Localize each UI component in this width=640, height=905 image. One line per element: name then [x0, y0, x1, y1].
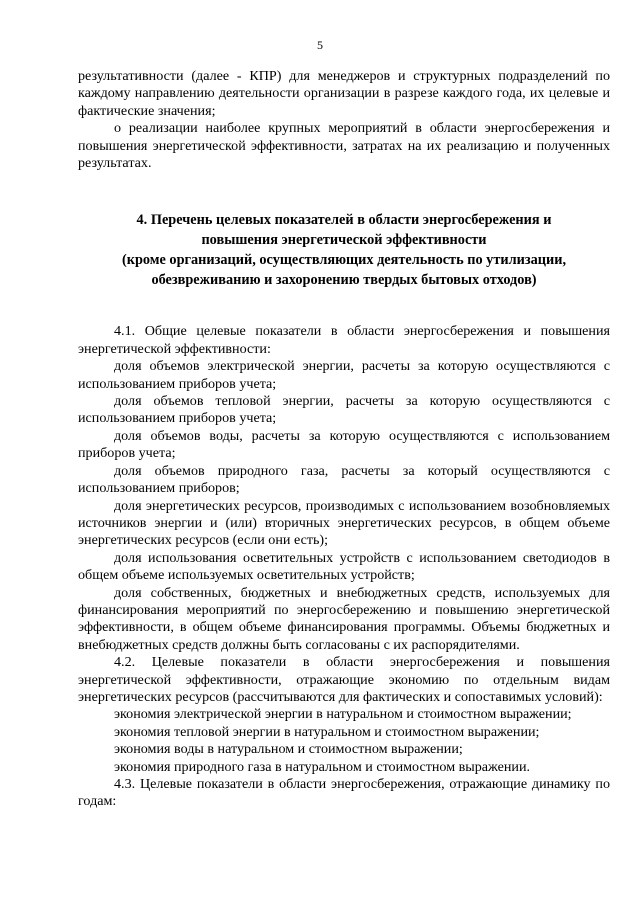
intro-paragraph-1: результативности (далее - КПР) для менеджеров и структурных подразделений по каждому направлению деятельности организации в разрезе каждого года, их целевые и фактические значения;: [78, 68, 610, 119]
section-4-1-item: доля объемов тепловой энергии, расчеты за которую осуществляются с использованием приборов учета;: [78, 393, 610, 427]
section-4-3-title: 4.3. Целевые показатели в области энергосбережения, отражающие динамику по годам:: [78, 776, 610, 810]
section-4-1-item: доля энергетических ресурсов, производимых с использованием возобновляемых источников энергии и (или) вторичных энергетических ресурсов, в общем объеме энергетических ресурсов (если они есть);: [78, 497, 610, 549]
section-4-1-item: доля объемов природного газа, расчеты за который осуществляются с использованием приборов;: [78, 462, 610, 497]
page-number: 5: [317, 38, 323, 52]
section-4-1-title: 4.1. Общие целевые показатели в области энергосбережения и повышения энергетической эффективности:: [78, 323, 610, 357]
section-4-2-title: 4.2. Целевые показатели в области энергосбережения и повышения энергетической эффективности, отражающие экономию по отдельным видам энергетических ресурсов (рассчитываются для фактических и сопоставимых условий):: [78, 654, 610, 705]
document-body: [78, 68, 610, 811]
section-4-2-item: экономия электрической энергии в натуральном и стоимостном выражении;: [114, 706, 572, 723]
heading-line-3: (кроме организаций, осуществляющих деятельность по утилизации,: [121, 252, 567, 269]
heading-line-1: 4. Перечень целевых показателей в области энергосбережения и: [136, 212, 552, 229]
section-heading: [78, 210, 610, 290]
section-4-1-item: доля объемов воды, расчеты за которую осуществляются с использованием приборов учета;: [78, 427, 610, 462]
section-4-1-item: доля объемов электрической энергии, расчеты за которую осуществляются с использованием приборов учета;: [78, 358, 610, 392]
section-4-1-item: доля собственных, бюджетных и внебюджетных средств, используемых для финансирования мероприятий по энергосбережению и повышению энергетической эффективности, в общем объеме финансирования программы. Объемы бюджетных и внебюджетных средств должны быть согласованы с их распорядителями.: [78, 584, 610, 653]
section-4-2-item: экономия воды в натуральном и стоимостном выражении;: [114, 741, 463, 758]
heading-line-4: обезвреживанию и захоронению твердых бытовых отходов): [151, 272, 537, 289]
section-4-1-item: доля использования осветительных устройств с использованием светодиодов в общем объеме используемых осветительных устройств;: [78, 549, 610, 584]
heading-line-2: повышения энергетической эффективности: [201, 232, 487, 249]
intro-paragraph-2: о реализации наиболее крупных мероприятий в области энергосбережения и повышения энергетической эффективности, затратах на их реализацию и полученных результатах.: [78, 120, 610, 172]
section-4-2-item: экономия тепловой энергии в натуральном и стоимостном выражении;: [114, 723, 540, 740]
section-4-2-item: экономия природного газа в натуральном и стоимостном выражении.: [114, 758, 531, 775]
